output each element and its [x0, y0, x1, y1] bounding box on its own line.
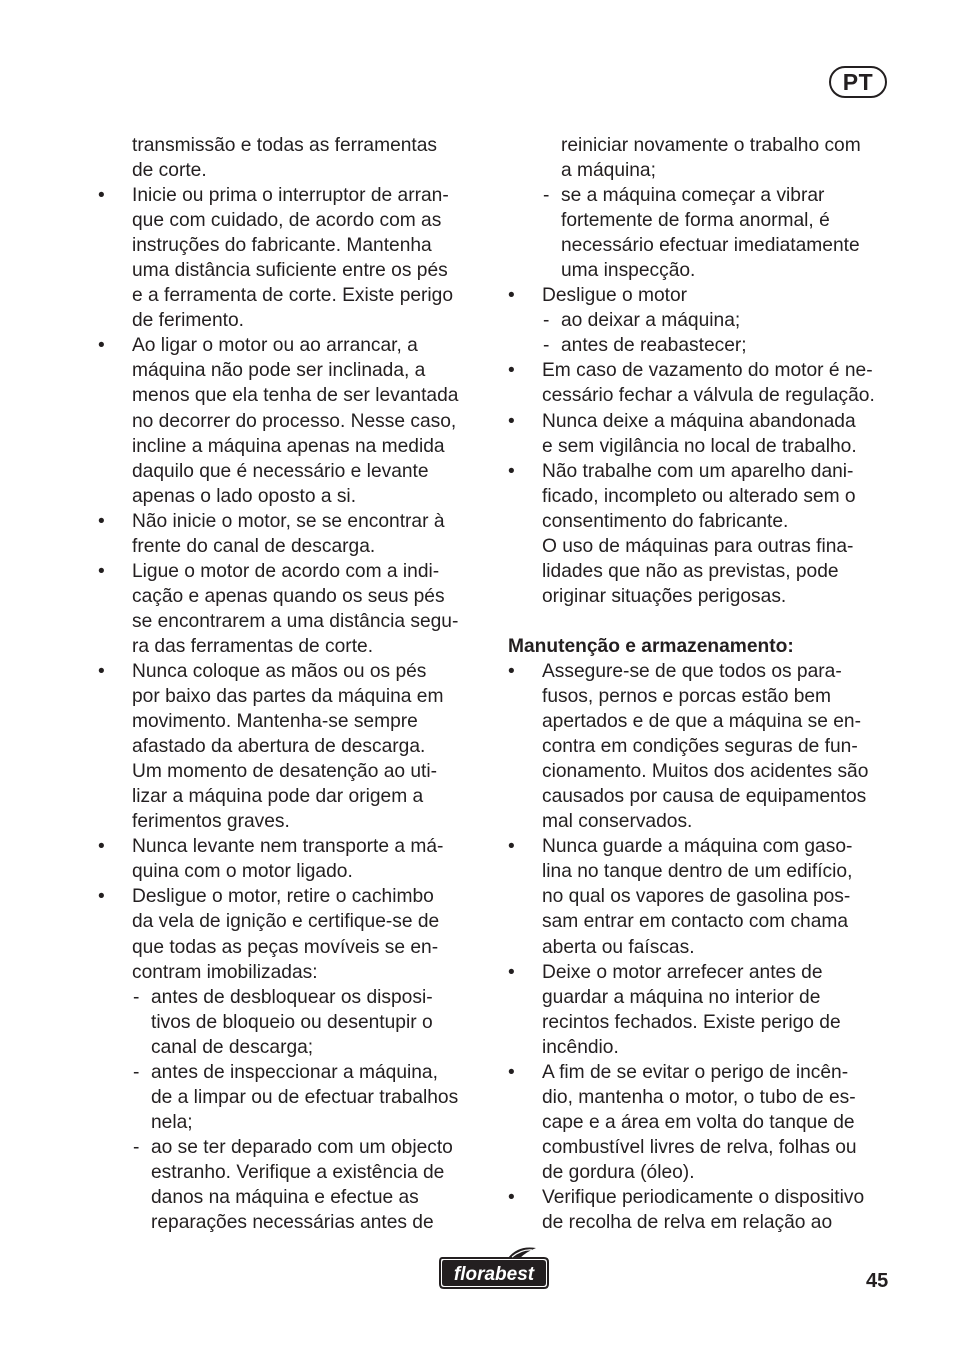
dash-icon: - [133, 1061, 140, 1083]
bullet-item [508, 960, 890, 985]
text-line: recintos fechados. Existe perigo de [542, 1011, 841, 1033]
bullet-item [508, 358, 890, 383]
text-line: guardar a máquina no interior de [542, 986, 821, 1008]
right-column [508, 133, 890, 1235]
dash-icon: - [543, 185, 550, 207]
text-line: causados por causa de equipamentos [542, 786, 867, 808]
text-line: necessário efectuar imediatamente [561, 235, 860, 257]
text-line: ferimentos graves. [132, 811, 290, 833]
text-line: frente do canal de descarga. [132, 535, 376, 557]
bullet-item [508, 834, 890, 859]
section-heading: Manutenção e armazenamento: [508, 635, 794, 657]
sub-item [508, 183, 890, 208]
text-line: mal conservados. [542, 811, 693, 833]
bullet-item [98, 559, 482, 584]
bullet-icon: • [508, 961, 515, 983]
text-line: reiniciar novamente o trabalho com [561, 135, 861, 156]
bullet-item [98, 183, 482, 208]
text-line: instruções do fabricante. Mantenha [132, 235, 432, 257]
item-text: Ligue o motor de acordo com a indi- [132, 560, 440, 582]
bullet-icon: • [508, 460, 515, 482]
page-number: 45 [866, 1270, 889, 1292]
item-text: A fim de se evitar o perigo de incên- [542, 1061, 849, 1083]
bullet-item [508, 409, 890, 434]
sub-item [508, 308, 890, 333]
text-line: lidades que não as previstas, pode [542, 560, 839, 582]
bullet-item [98, 659, 482, 684]
item-text: Verifique periodicamente o dispositivo [542, 1186, 865, 1208]
item-text: antes de desbloquear os disposi- [151, 986, 433, 1008]
item-text: Desligue o motor [542, 285, 688, 307]
bullet-icon: • [508, 660, 515, 682]
text-line: originar situações perigosas. [542, 585, 787, 607]
item-text: Nunca levante nem transporte a má- [132, 836, 444, 858]
text-line: que todas as peças movíveis se en- [132, 936, 439, 958]
text-line: reparações necessárias antes de [151, 1212, 434, 1234]
left-column [98, 133, 482, 1235]
bullet-icon: • [508, 836, 515, 858]
text-line: e a ferramenta de corte. Existe perigo [132, 285, 454, 307]
text-line: cionamento. Muitos dos acidentes são [542, 761, 869, 783]
text-line: a máquina; [561, 160, 656, 182]
text-line: fusos, pernos e porcas estão bem [542, 686, 832, 708]
spacer [508, 609, 890, 634]
bullet-icon: • [98, 510, 105, 532]
item-text: Não trabalhe com um aparelho dani- [542, 460, 854, 482]
item-text: antes de reabastecer; [561, 335, 747, 357]
logo-text: florabest [453, 1264, 535, 1285]
bullet-item [98, 884, 482, 909]
text-line: cessário fechar a válvula de regulação. [542, 385, 875, 407]
dash-icon: - [133, 1136, 140, 1158]
text-line: Um momento de desatenção ao uti- [132, 761, 438, 783]
text-line: ficado, incompleto ou alterado sem o [542, 485, 856, 507]
text-line: de a limpar ou de efectuar trabalhos [151, 1086, 459, 1108]
text-line: aberta ou faíscas. [542, 936, 695, 958]
bullet-item [98, 509, 482, 534]
item-text: antes de inspeccionar a máquina, [151, 1061, 438, 1083]
text-line: afastado da abertura de descarga. [132, 736, 426, 758]
item-text: Inicie ou prima o interruptor de arran- [132, 185, 449, 207]
text-line: incêndio. [542, 1036, 619, 1058]
text-line: canal de descarga; [151, 1036, 314, 1058]
text-line: O uso de máquinas para outras fina- [542, 535, 854, 557]
bullet-icon: • [98, 886, 105, 908]
bullet-item [98, 333, 482, 358]
sub-item [98, 1135, 482, 1160]
text-line: nela; [151, 1111, 193, 1133]
bullet-item [508, 1060, 890, 1085]
bullet-item [98, 834, 482, 859]
sub-item [508, 333, 890, 358]
text-line: se encontrarem a uma distância segu- [132, 610, 459, 632]
item-text: Não inicie o motor, se se encontrar à [132, 510, 445, 532]
text-line: de recolha de relva em relação ao [542, 1212, 833, 1234]
text-line: de gordura (óleo). [542, 1161, 695, 1183]
bullet-item [508, 283, 890, 308]
text-line: de ferimento. [132, 310, 244, 332]
text-line: consentimento do fabricante. [542, 510, 789, 532]
bullet-icon: • [508, 1186, 515, 1208]
text-line: contram imobilizadas: [132, 961, 318, 983]
text-line: que com cuidado, de acordo com as [132, 210, 442, 232]
text-line: menos que ela tenha de ser levantada [132, 385, 459, 407]
text-line: transmissão e todas as ferramentas [132, 135, 438, 156]
dash-icon: - [543, 310, 550, 332]
text-line: contra em condições seguras de fun- [542, 736, 858, 758]
text-line: apenas o lado oposto a si. [132, 485, 357, 507]
text-line: lina no tanque dentro de um edifício, [542, 861, 853, 883]
text-line: sam entrar em contacto com chama [542, 911, 849, 933]
bullet-icon: • [98, 660, 105, 682]
text-line: tivos de bloqueio ou desentupir o [151, 1011, 433, 1033]
bullet-icon: • [98, 836, 105, 858]
sub-item [98, 985, 482, 1010]
item-text: se a máquina começar a vibrar [561, 185, 825, 207]
text-line: ra das ferramentas de corte. [132, 635, 374, 657]
item-text: Assegure-se de que todos os para- [542, 660, 842, 682]
bullet-icon: • [98, 560, 105, 582]
text-line: no qual os vapores de gasolina pos- [542, 886, 851, 908]
bullet-icon: • [508, 1061, 515, 1083]
bullet-icon: • [98, 335, 105, 357]
bullet-icon: • [508, 410, 515, 432]
text-line: dio, mantenha o motor, o tubo de es- [542, 1086, 856, 1108]
text-line: apertados e de que a máquina se en- [542, 711, 861, 733]
text-line: por baixo das partes da máquina em [132, 686, 444, 708]
sub-item [98, 1060, 482, 1085]
text-line: combustível livres de relva, folhas ou [542, 1136, 857, 1158]
text-line: cação e apenas quando os seus pés [132, 585, 445, 607]
text-line: fortemente de forma anormal, é [561, 210, 830, 232]
text-line: lizar a máquina pode dar origem a [132, 786, 424, 808]
text-line: de corte. [132, 160, 207, 182]
text-line: movimento. Mantenha-se sempre [132, 711, 418, 733]
text-line: daquilo que é necessário e levante [132, 460, 429, 482]
text-line: uma distância suficiente entre os pés [132, 260, 448, 282]
language-badge: PT [829, 66, 887, 98]
item-text: Deixe o motor arrefecer antes de [542, 961, 823, 983]
text-line: danos na máquina e efectue as [151, 1186, 419, 1208]
item-text: Nunca deixe a máquina abandonada [542, 410, 856, 432]
dash-icon: - [543, 335, 550, 357]
text-line: cape e a área em volta do tanque de [542, 1111, 855, 1133]
text-line: incline a máquina apenas na medida [132, 435, 445, 457]
bullet-item [508, 459, 890, 484]
text-line: estranho. Verifique a existência de [151, 1161, 445, 1183]
text-line: uma inspecção. [561, 260, 696, 282]
item-text: Desligue o motor, retire o cachimbo [132, 886, 434, 908]
text-line: máquina não pode ser inclinada, a [132, 360, 426, 382]
bullet-icon: • [508, 285, 515, 307]
text-line: e sem vigilância no local de trabalho. [542, 435, 857, 457]
item-text: ao deixar a máquina; [561, 310, 741, 332]
item-text: ao se ter deparado com um objecto [151, 1136, 453, 1158]
text-line: da vela de ignição e certifique-se de [132, 911, 440, 933]
bullet-icon: • [98, 185, 105, 207]
item-text: Nunca guarde a máquina com gaso- [542, 836, 853, 858]
item-text: Em caso de vazamento do motor é ne- [542, 360, 873, 382]
text-line: quina com o motor ligado. [132, 861, 353, 883]
bullet-icon: • [508, 360, 515, 382]
bullet-item [508, 659, 890, 684]
item-text: Nunca coloque as mãos ou os pés [132, 660, 427, 682]
item-text: Ao ligar o motor ou ao arrancar, a [132, 335, 418, 357]
bullet-item [508, 1185, 890, 1210]
dash-icon: - [133, 986, 140, 1008]
florabest-logo [438, 1244, 552, 1290]
text-line: no decorrer do processo. Nesse caso, [132, 410, 457, 432]
